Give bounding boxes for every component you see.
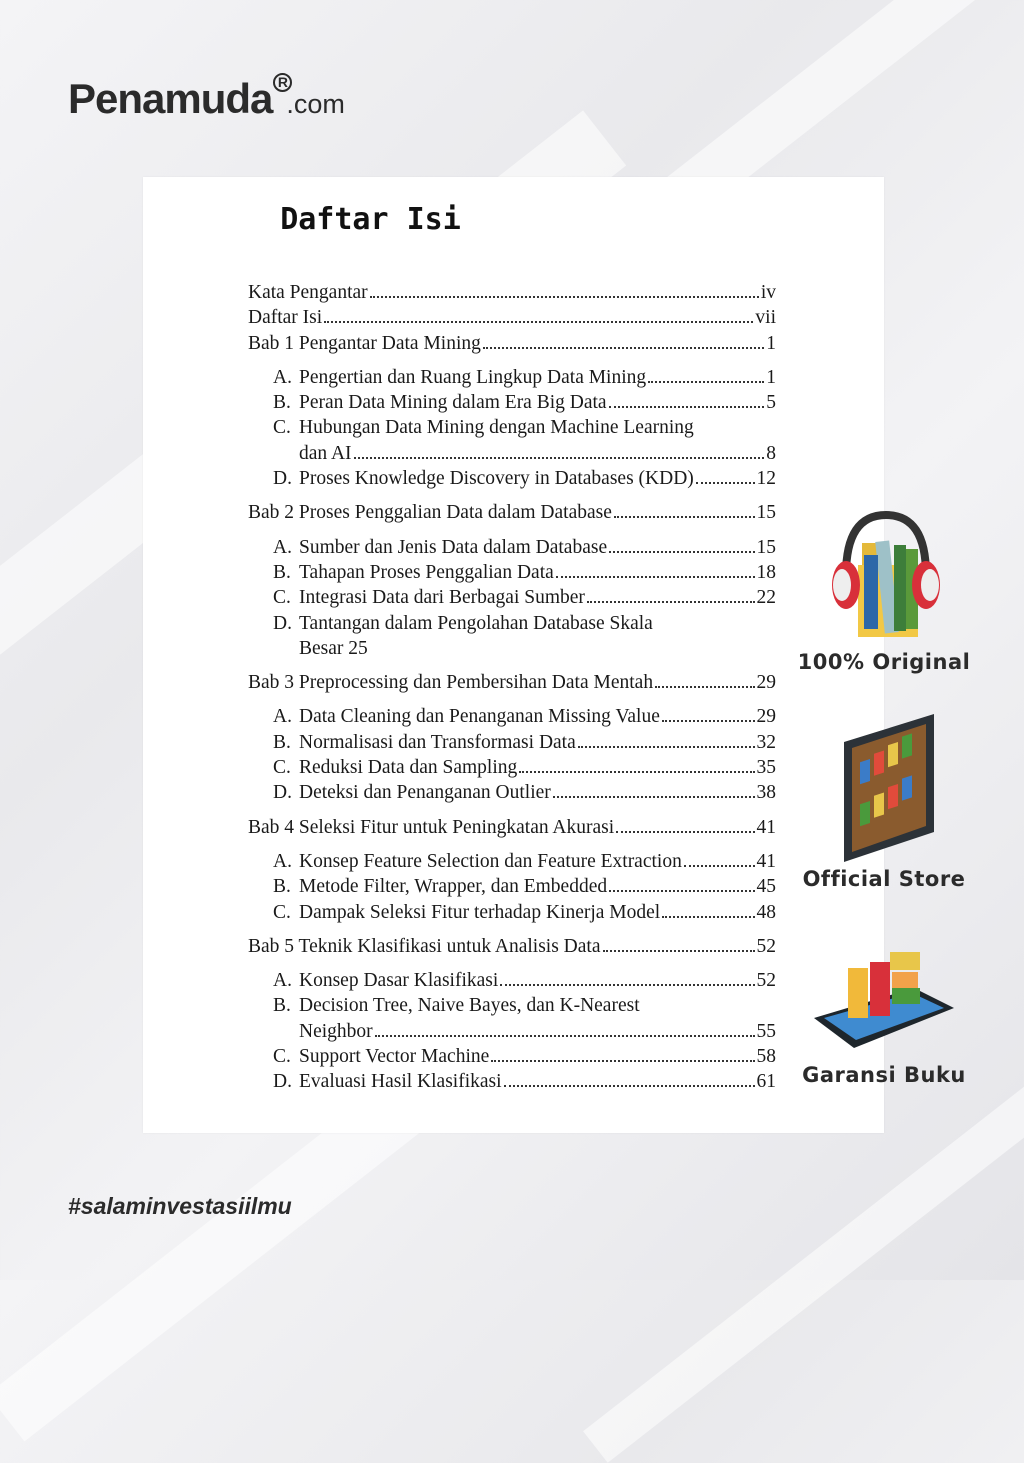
toc-title: Daftar Isi — [280, 202, 461, 237]
badge-garansi — [784, 948, 984, 1087]
toc-subentry-page: 18 — [756, 561, 776, 583]
leader-dots — [519, 771, 754, 773]
toc-subentry-page: 22 — [756, 587, 776, 609]
toc-subentry-text: Hubungan Data Mining dengan Machine Learning — [299, 417, 694, 439]
leader-dots — [553, 796, 755, 798]
leader-dots — [354, 457, 765, 459]
tablet-bookshelf-icon — [824, 712, 944, 862]
toc-subentry-text: Decision Tree, Naive Bayes, dan K-Nearest — [299, 995, 640, 1017]
toc-subentry-text: Data Cleaning dan Penanganan Missing Value — [299, 706, 660, 728]
toc-subentry-page: 1 — [766, 366, 776, 388]
toc-subentry-letter: D. — [273, 468, 292, 490]
toc-subentry-page: 15 — [756, 536, 776, 558]
toc-subentry-text: Peran Data Mining dalam Era Big Data — [299, 392, 607, 414]
toc-subentry[interactable] — [273, 415, 776, 466]
toc-subentry[interactable] — [273, 993, 776, 1044]
toc-subentry-text: Integrasi Data dari Berbagai Sumber — [299, 587, 585, 609]
leader-dots — [616, 831, 754, 833]
leader-dots — [500, 984, 754, 986]
toc-subentry-text: Support Vector Machine — [299, 1046, 490, 1068]
toc-subentry-letter: B. — [273, 995, 291, 1017]
toc-subentry-text: Metode Filter, Wrapper, dan Embedded — [299, 876, 608, 898]
toc-subentry-letter: A. — [273, 706, 292, 728]
leader-dots — [609, 406, 765, 408]
toc-entry[interactable] — [248, 670, 776, 695]
badge-original — [784, 505, 984, 674]
toc-entry-label: Bab 1 Pengantar Data Mining — [248, 332, 481, 354]
leader-dots — [483, 347, 764, 349]
leader-dots — [578, 746, 755, 748]
toc-subentry-page: 8 — [766, 442, 776, 464]
toc-subentry-text: Normalisasi dan Transformasi Data — [299, 731, 576, 753]
toc-entry-page: iv — [760, 282, 776, 303]
toc-subentry-letter: C. — [273, 901, 291, 923]
toc-subentry-letter: C. — [273, 417, 291, 439]
leader-dots — [324, 321, 753, 323]
toc-subentry-page: 12 — [756, 468, 776, 490]
brand-name: Penamuda — [68, 75, 273, 122]
toc-subentry-letter: D. — [273, 782, 292, 804]
toc-entry[interactable] — [248, 280, 776, 305]
toc-subentry-text: Tantangan dalam Pengolahan Database Skala — [299, 612, 653, 634]
toc-subentry-letter: C. — [273, 757, 291, 779]
toc-subentry[interactable] — [273, 968, 776, 993]
toc-subentry-page: 55 — [756, 1020, 776, 1042]
toc-subentry-letter: A. — [273, 970, 292, 992]
toc-subentry[interactable] — [273, 704, 776, 729]
leader-dots — [655, 686, 754, 688]
toc-subentry-letter: B. — [273, 731, 291, 753]
toc-subentry-text: Pengertian dan Ruang Lingkup Data Mining — [299, 366, 647, 388]
toc-subentry-page: 61 — [756, 1071, 776, 1093]
toc-entry-page: 15 — [756, 502, 776, 524]
leader-dots — [556, 576, 755, 578]
toc-subentry-text-cont: Besar 25 — [299, 637, 368, 659]
toc-subentry-text-cont: dan AI — [299, 442, 352, 464]
toc-entry-label: Daftar Isi — [248, 307, 323, 329]
leader-dots — [684, 865, 755, 867]
brand-suffix: .com — [286, 89, 345, 119]
toc-subentry[interactable] — [273, 874, 776, 899]
toc-entry-page: 52 — [756, 935, 776, 957]
books-on-tablet-icon — [804, 948, 964, 1058]
leader-dots — [662, 916, 754, 918]
toc-subentry-text-cont: Neighbor — [299, 1020, 373, 1042]
toc-entry[interactable] — [248, 305, 776, 330]
leader-dots — [375, 1035, 755, 1037]
toc-subentry-text: Konsep Feature Selection dan Feature Extraction — [299, 850, 682, 872]
toc-subentry-text: Sumber dan Jenis Data dalam Database — [299, 536, 608, 558]
toc-subentry-letter: A. — [273, 536, 292, 558]
leader-dots — [614, 516, 755, 518]
leader-dots — [662, 720, 755, 722]
table-of-contents — [248, 280, 776, 1095]
badge-label: Official Store — [802, 867, 966, 891]
toc-subentry-letter: D. — [273, 1071, 292, 1093]
leader-dots — [491, 1060, 754, 1062]
leader-dots — [696, 482, 755, 484]
toc-subentry-page: 5 — [766, 392, 776, 414]
leader-dots — [587, 601, 755, 603]
badge-label: Garansi Buku — [802, 1063, 966, 1087]
leader-dots — [603, 950, 755, 952]
leader-dots — [648, 381, 764, 383]
registered-mark: R — [273, 73, 292, 92]
toc-entry-page: vii — [755, 307, 776, 329]
toc-subentry-letter: B. — [273, 561, 291, 583]
toc-subentry[interactable] — [273, 585, 776, 610]
badge-official-store — [784, 712, 984, 891]
toc-subentry-page: 35 — [756, 757, 776, 779]
toc-subentry[interactable] — [273, 1069, 776, 1094]
toc-subentry-letter: C. — [273, 587, 291, 609]
toc-subentry[interactable] — [273, 849, 776, 874]
toc-entry-page: 29 — [756, 672, 776, 694]
toc-subentry[interactable] — [273, 466, 776, 491]
brand-logo — [68, 70, 345, 120]
toc-subentry-letter: D. — [273, 612, 292, 634]
toc-subentry-page: 32 — [756, 731, 776, 753]
leader-dots — [504, 1085, 755, 1087]
toc-subentry-page: 48 — [756, 901, 776, 923]
toc-entry[interactable] — [248, 815, 776, 840]
toc-subentry-letter: C. — [273, 1046, 291, 1068]
toc-entry-label: Kata Pengantar — [248, 282, 368, 303]
toc-subentry-page: 52 — [756, 970, 776, 992]
toc-subentry[interactable] — [273, 365, 776, 390]
toc-subentry-page: 38 — [756, 782, 776, 804]
toc-entry[interactable] — [248, 331, 776, 356]
toc-subentry[interactable] — [273, 755, 776, 780]
toc-subentry-letter: A. — [273, 850, 292, 872]
toc-subentry-page: 45 — [756, 876, 776, 898]
toc-subentry-letter: A. — [273, 366, 292, 388]
toc-entry-label: Bab 4 Seleksi Fitur untuk Peningkatan Akurasi — [248, 816, 615, 838]
toc-subentry-text: Deteksi dan Penanganan Outlier — [299, 782, 551, 804]
toc-subentry[interactable] — [273, 611, 776, 662]
leader-dots — [370, 296, 759, 298]
toc-subentry[interactable] — [273, 560, 776, 585]
leader-dots — [609, 890, 754, 892]
toc-subentry-letter: B. — [273, 392, 291, 414]
badge-label: 100% Original — [797, 650, 971, 674]
toc-subentry-text: Proses Knowledge Discovery in Databases (KDD) — [299, 468, 694, 490]
toc-subentry[interactable] — [273, 780, 776, 805]
toc-subentry[interactable] — [273, 390, 776, 415]
toc-subentry-letter: B. — [273, 876, 291, 898]
toc-subentry-text: Tahapan Proses Penggalian Data — [299, 561, 554, 583]
toc-entry-label: Bab 3 Preprocessing dan Pembersihan Data Mentah — [248, 672, 654, 694]
toc-subentry[interactable] — [273, 730, 776, 755]
toc-subentry-text: Reduksi Data dan Sampling — [299, 757, 518, 779]
toc-subentry-page: 29 — [756, 706, 776, 728]
toc-subentry-text: Evaluasi Hasil Klasifikasi — [299, 1071, 502, 1093]
toc-entry[interactable] — [248, 934, 776, 959]
toc-entry-label: Bab 2 Proses Penggalian Data dalam Database — [248, 502, 612, 524]
toc-subentry[interactable] — [273, 900, 776, 925]
headphone-books-icon — [824, 505, 944, 645]
toc-subentry-page: 41 — [756, 850, 776, 872]
leader-dots — [609, 551, 754, 553]
toc-entry-page: 1 — [766, 332, 776, 354]
toc-subentry-text: Konsep Dasar Klasifikasi — [299, 970, 499, 992]
toc-entry-page: 41 — [756, 816, 776, 838]
toc-subentry[interactable] — [273, 1044, 776, 1069]
toc-subentry-text: Dampak Seleksi Fitur terhadap Kinerja Model — [299, 901, 661, 923]
hashtag: #salaminvestasiilmu — [68, 1193, 292, 1219]
toc-subentry[interactable] — [273, 535, 776, 560]
toc-subentry-page: 58 — [756, 1046, 776, 1068]
toc-entry[interactable] — [248, 500, 776, 525]
toc-entry-label: Bab 5 Teknik Klasifikasi untuk Analisis Data — [248, 935, 601, 957]
